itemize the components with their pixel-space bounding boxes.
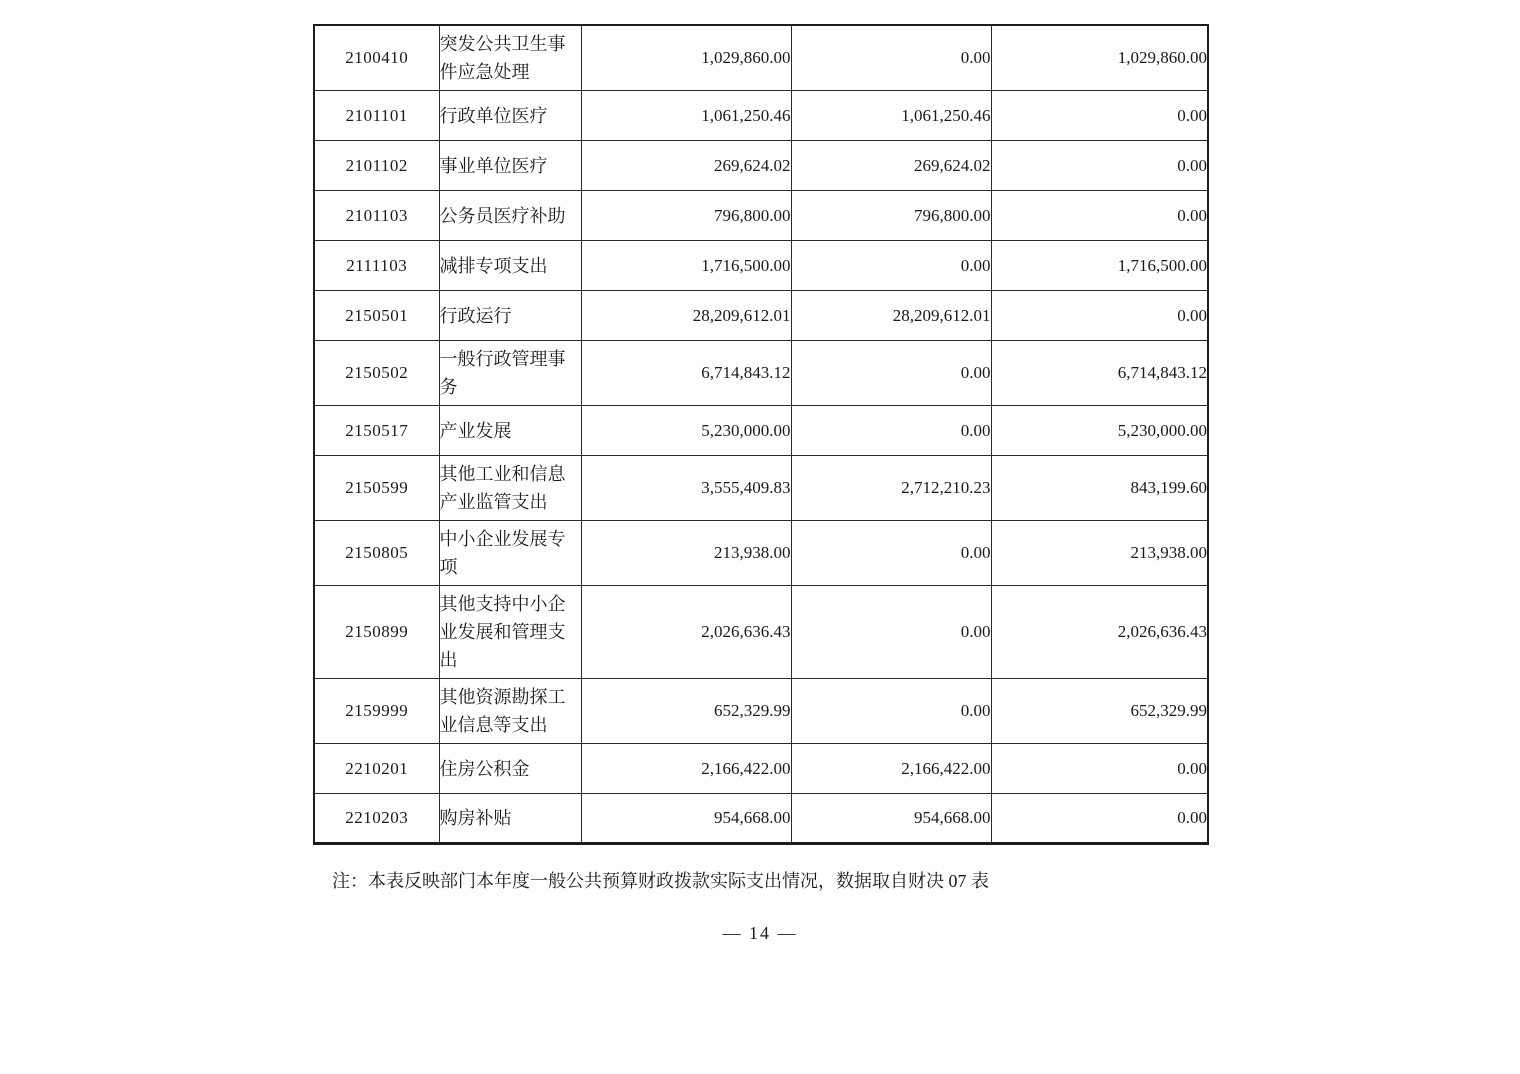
code-cell: 2150517 [314,406,439,456]
amount-cell: 796,800.00 [581,191,791,241]
name-cell: 突发公共卫生事件应急处理 [439,25,581,91]
name-cell: 一般行政管理事务 [439,341,581,406]
amount-cell: 2,166,422.00 [581,744,791,794]
amount-cell: 0.00 [791,586,991,679]
code-cell: 2150805 [314,521,439,586]
code-cell: 2101102 [314,141,439,191]
amount-cell: 213,938.00 [991,521,1208,586]
amount-cell: 0.00 [791,25,991,91]
amount-cell: 0.00 [991,141,1208,191]
code-cell: 2100410 [314,25,439,91]
name-cell: 减排专项支出 [439,241,581,291]
amount-cell: 0.00 [991,794,1208,844]
amount-cell: 0.00 [791,341,991,406]
name-cell: 其他工业和信息产业监管支出 [439,456,581,521]
amount-cell: 2,026,636.43 [581,586,791,679]
amount-cell: 954,668.00 [791,794,991,844]
amount-cell: 2,166,422.00 [791,744,991,794]
code-cell: 2101101 [314,91,439,141]
table-row [314,91,1208,141]
amount-cell: 652,329.99 [991,679,1208,744]
table-row [314,794,1208,844]
name-cell: 中小企业发展专项 [439,521,581,586]
amount-cell: 5,230,000.00 [581,406,791,456]
amount-cell: 1,061,250.46 [581,91,791,141]
code-cell: 2150599 [314,456,439,521]
code-cell: 2159999 [314,679,439,744]
amount-cell: 3,555,409.83 [581,456,791,521]
amount-cell: 843,199.60 [991,456,1208,521]
code-cell: 2210203 [314,794,439,844]
code-cell: 2111103 [314,241,439,291]
amount-cell: 28,209,612.01 [791,291,991,341]
amount-cell: 1,061,250.46 [791,91,991,141]
page-number: — 14 — [722,923,798,943]
code-cell: 2150501 [314,291,439,341]
amount-cell: 6,714,843.12 [581,341,791,406]
amount-cell: 954,668.00 [581,794,791,844]
table-row [314,521,1208,586]
name-cell: 公务员医疗补助 [439,191,581,241]
code-cell: 2150899 [314,586,439,679]
table-row [314,586,1208,679]
amount-cell: 1,716,500.00 [581,241,791,291]
table-row [314,744,1208,794]
amount-cell: 0.00 [791,241,991,291]
expenditure-table [313,24,1209,845]
name-cell: 其他资源勘探工业信息等支出 [439,679,581,744]
amount-cell: 0.00 [991,91,1208,141]
expenditure-table-body [314,25,1208,844]
table-row [314,679,1208,744]
amount-cell: 0.00 [991,744,1208,794]
table-row [314,241,1208,291]
name-cell: 行政单位医疗 [439,91,581,141]
table-row [314,291,1208,341]
page-content [313,24,1207,944]
amount-cell: 5,230,000.00 [991,406,1208,456]
name-cell: 购房补贴 [439,794,581,844]
amount-cell: 269,624.02 [791,141,991,191]
amount-cell: 213,938.00 [581,521,791,586]
table-row [314,456,1208,521]
table-note: 注：本表反映部门本年度一般公共预算财政拨款实际支出情况，数据取自财决 07 表 [332,871,989,891]
name-cell: 住房公积金 [439,744,581,794]
amount-cell: 269,624.02 [581,141,791,191]
table-row [314,406,1208,456]
amount-cell: 652,329.99 [581,679,791,744]
amount-cell: 1,029,860.00 [991,25,1208,91]
table-row [314,25,1208,91]
amount-cell: 2,712,210.23 [791,456,991,521]
amount-cell: 0.00 [991,191,1208,241]
amount-cell: 2,026,636.43 [991,586,1208,679]
amount-cell: 0.00 [791,406,991,456]
name-cell: 行政运行 [439,291,581,341]
amount-cell: 6,714,843.12 [991,341,1208,406]
amount-cell: 796,800.00 [791,191,991,241]
code-cell: 2101103 [314,191,439,241]
amount-cell: 0.00 [791,521,991,586]
table-row [314,191,1208,241]
amount-cell: 1,716,500.00 [991,241,1208,291]
code-cell: 2210201 [314,744,439,794]
table-row [314,141,1208,191]
amount-cell: 28,209,612.01 [581,291,791,341]
name-cell: 事业单位医疗 [439,141,581,191]
table-row [314,341,1208,406]
code-cell: 2150502 [314,341,439,406]
amount-cell: 1,029,860.00 [581,25,791,91]
amount-cell: 0.00 [791,679,991,744]
name-cell: 产业发展 [439,406,581,456]
name-cell: 其他支持中小企业发展和管理支出 [439,586,581,679]
amount-cell: 0.00 [991,291,1208,341]
